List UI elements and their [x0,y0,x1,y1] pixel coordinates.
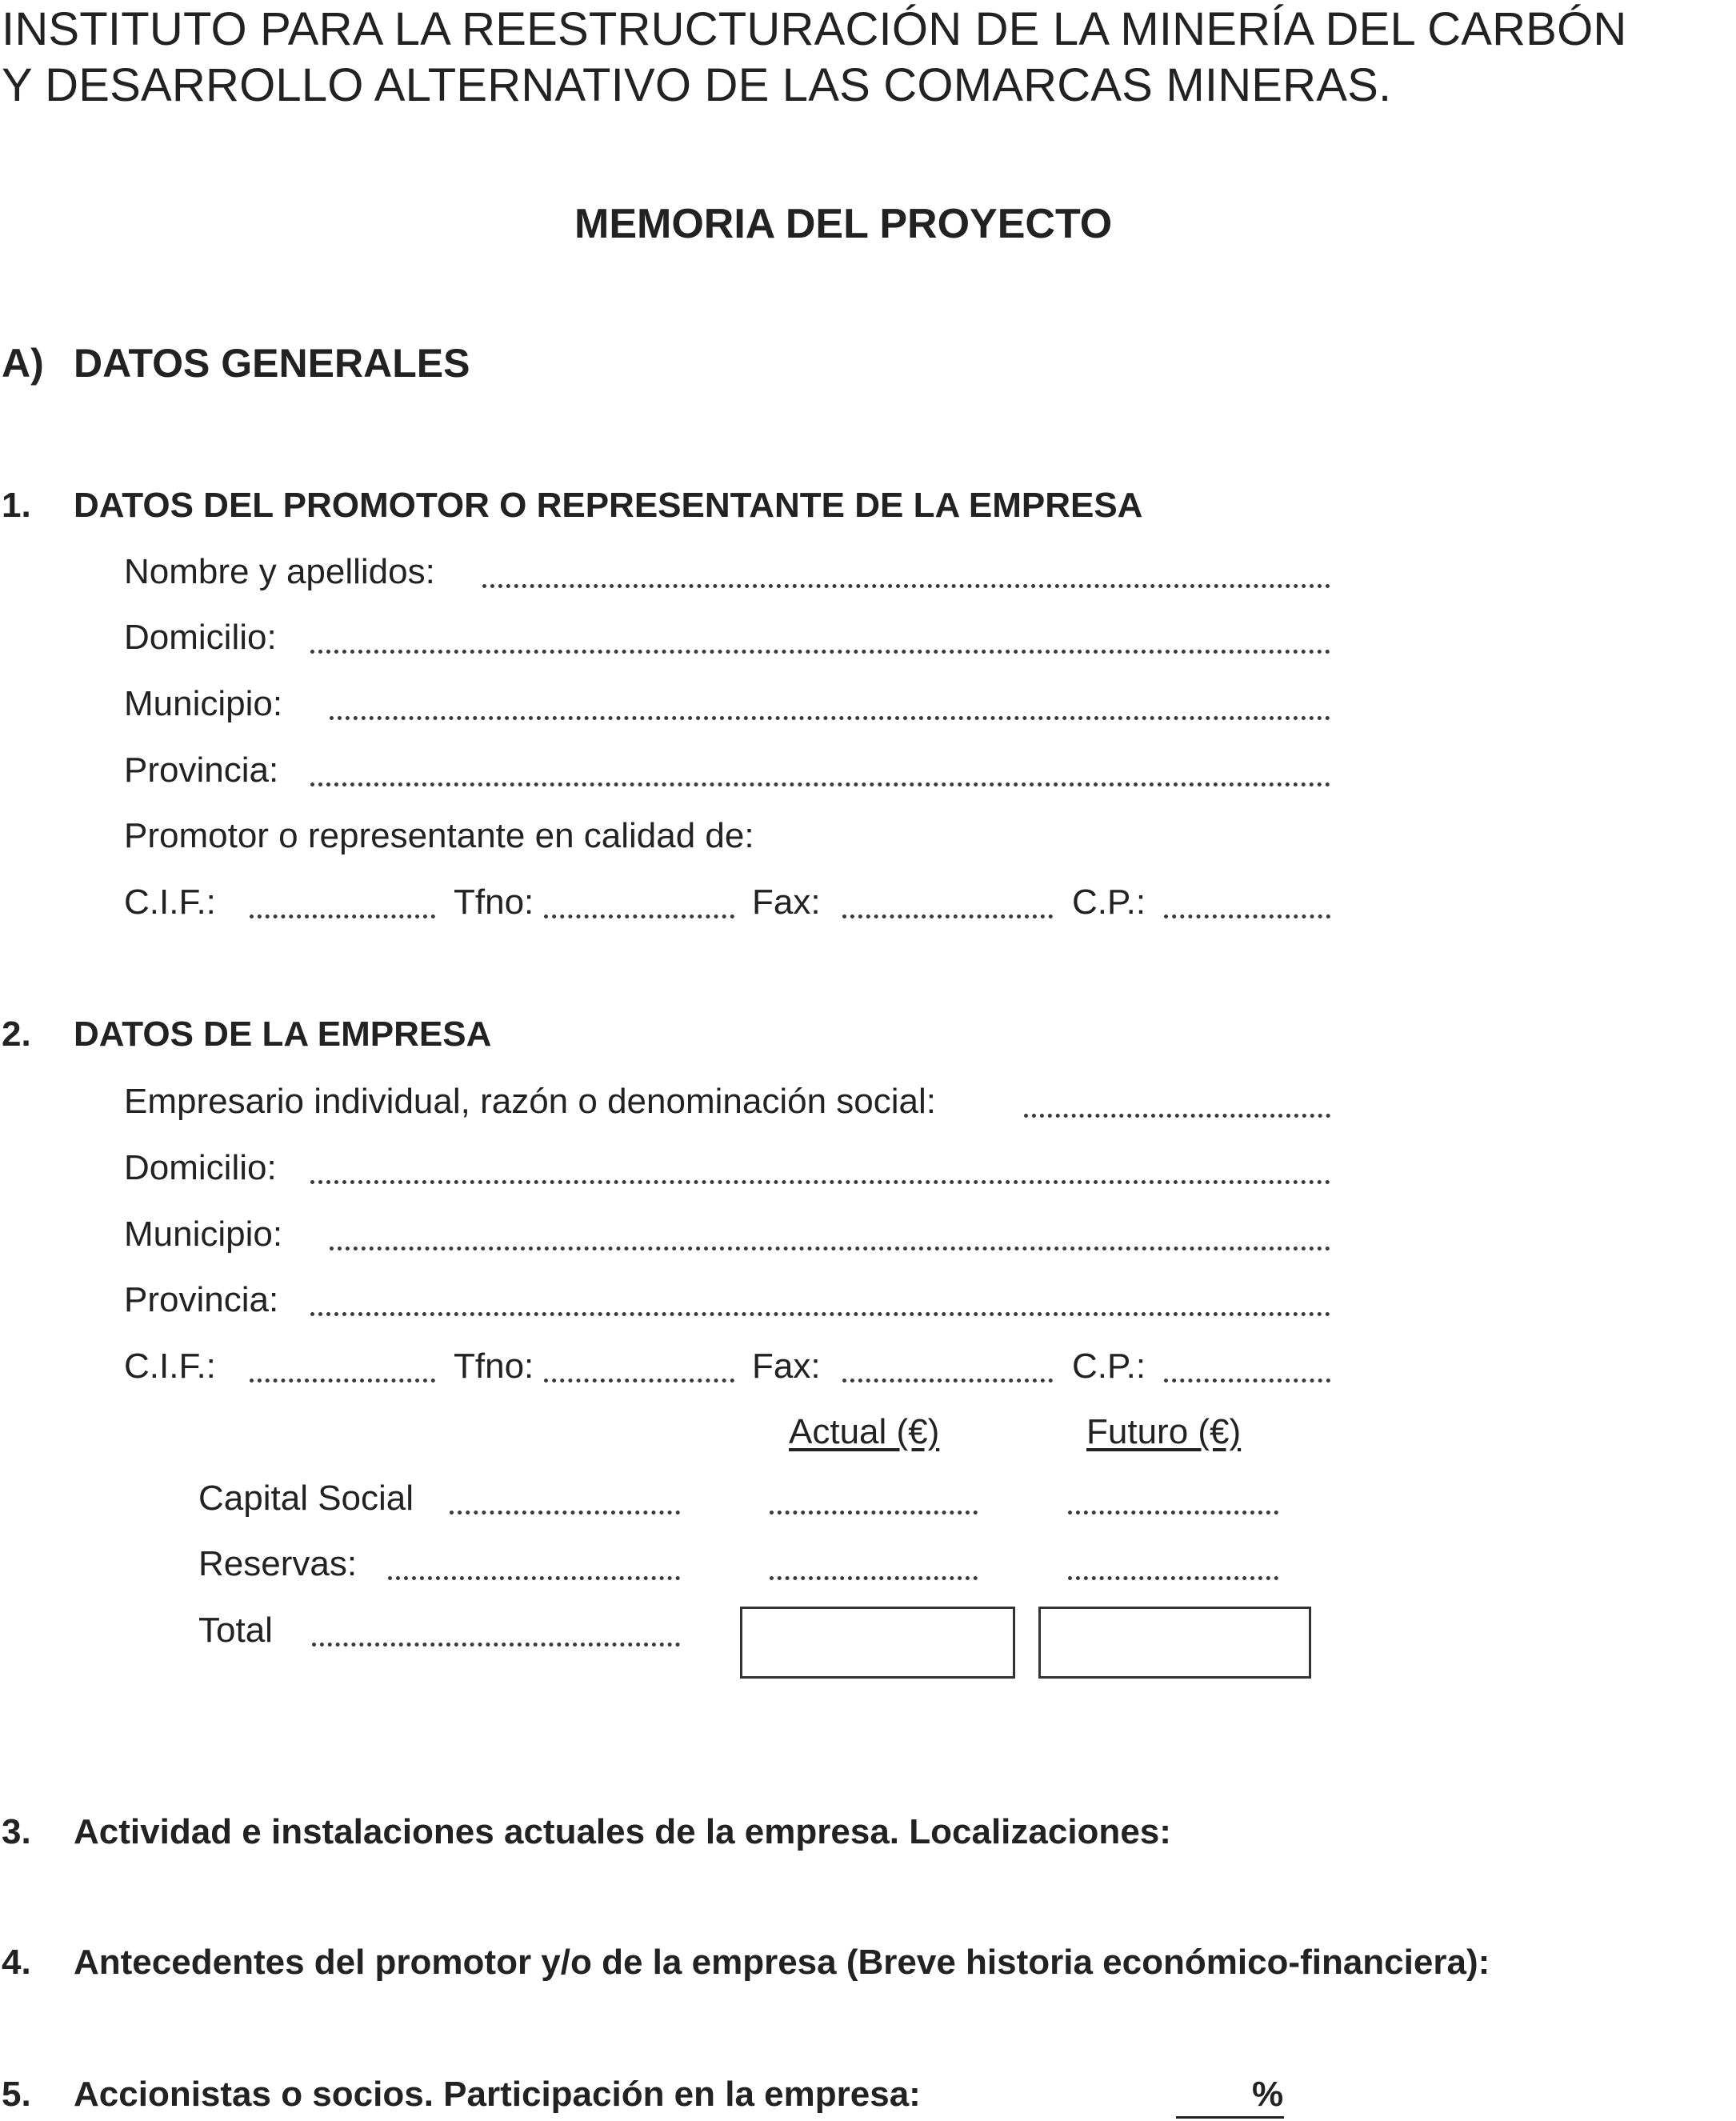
empresa-provincia-label: Provincia: [124,1280,279,1319]
section-a-title: DATOS GENERALES [74,341,470,386]
percent-sign: % [1252,2075,1284,2114]
empresa-tfno-label: Tfno: [454,1347,534,1386]
section-4-number: 4. [2,1943,31,1982]
empresa-municipio-field[interactable] [330,1247,1330,1251]
empresa-fax-field[interactable] [842,1379,1053,1383]
razon-social-field[interactable] [1024,1114,1330,1118]
empresa-cif-field[interactable] [250,1379,435,1383]
section-3-number: 3. [2,1812,31,1851]
capital-futuro-field[interactable] [1068,1511,1278,1515]
cp-field[interactable] [1164,914,1330,918]
section-4-title: Antecedentes del promotor y/o de la empresa (Breve historia económico-financiera): [74,1943,1490,1982]
column-actual-header: Actual (€) [789,1412,940,1451]
tfno-field[interactable] [544,914,734,918]
empresa-municipio-label: Municipio: [124,1215,283,1254]
provincia-field[interactable] [310,782,1330,786]
domicilio-label: Domicilio: [124,618,277,657]
column-futuro-header: Futuro (€) [1086,1412,1242,1451]
section-2-number: 2. [2,1014,31,1054]
cif-label: C.I.F.: [124,882,216,922]
empresa-domicilio-label: Domicilio: [124,1148,277,1187]
total-label: Total [198,1611,273,1650]
nombre-label: Nombre y apellidos: [124,552,435,591]
section-2-title: DATOS DE LA EMPRESA [74,1014,492,1054]
capital-actual-field[interactable] [770,1511,978,1515]
razon-social-label: Empresario individual, razón o denominación social: [124,1082,936,1121]
tfno-label: Tfno: [454,882,534,922]
empresa-cif-label: C.I.F.: [124,1347,216,1386]
total-actual-box[interactable] [740,1607,1015,1679]
reservas-actual-field[interactable] [770,1576,978,1580]
section-a-label: A) [2,341,44,386]
section-1-number: 1. [2,486,31,525]
empresa-fax-label: Fax: [752,1347,821,1386]
reservas-futuro-field[interactable] [1068,1576,1278,1580]
empresa-cp-label: C.P.: [1072,1347,1146,1386]
fax-label: Fax: [752,882,821,922]
capital-social-label: Capital Social [198,1479,414,1518]
section-5-number: 5. [2,2075,31,2114]
page-title: MEMORIA DEL PROYECTO [574,201,1113,247]
cp-label: C.P.: [1072,882,1146,922]
empresa-tfno-field[interactable] [544,1379,734,1383]
section-5-title: Accionistas o socios. Participación en la empresa: [74,2075,921,2114]
provincia-label: Provincia: [124,750,279,790]
domicilio-field[interactable] [310,650,1330,654]
total-dots [312,1643,680,1647]
cif-field[interactable] [250,914,435,918]
institute-name-line-2: Y DESARROLLO ALTERNATIVO DE LAS COMARCAS MINERAS. [2,59,1392,111]
capital-social-dots [450,1511,680,1515]
empresa-provincia-field[interactable] [310,1312,1330,1316]
participation-field[interactable] [1176,2116,1284,2119]
reservas-label: Reservas: [198,1544,358,1583]
total-futuro-box[interactable] [1038,1607,1311,1679]
fax-field[interactable] [842,914,1053,918]
empresa-cp-field[interactable] [1164,1379,1330,1383]
municipio-label: Municipio: [124,684,283,723]
institute-name-line-1: INSTITUTO PARA LA REESTRUCTURACIÓN DE LA MINERÍA DEL CARBÓN [2,3,1627,55]
nombre-field[interactable] [482,584,1330,588]
calidad-label: Promotor o representante en calidad de: [124,816,754,855]
municipio-field[interactable] [330,716,1330,720]
section-1-title: DATOS DEL PROMOTOR O REPRESENTANTE DE LA EMPRESA [74,486,1143,525]
reservas-dots [388,1576,680,1580]
section-3-title: Actividad e instalaciones actuales de la empresa. Localizaciones: [74,1812,1171,1851]
empresa-domicilio-field[interactable] [310,1180,1330,1184]
